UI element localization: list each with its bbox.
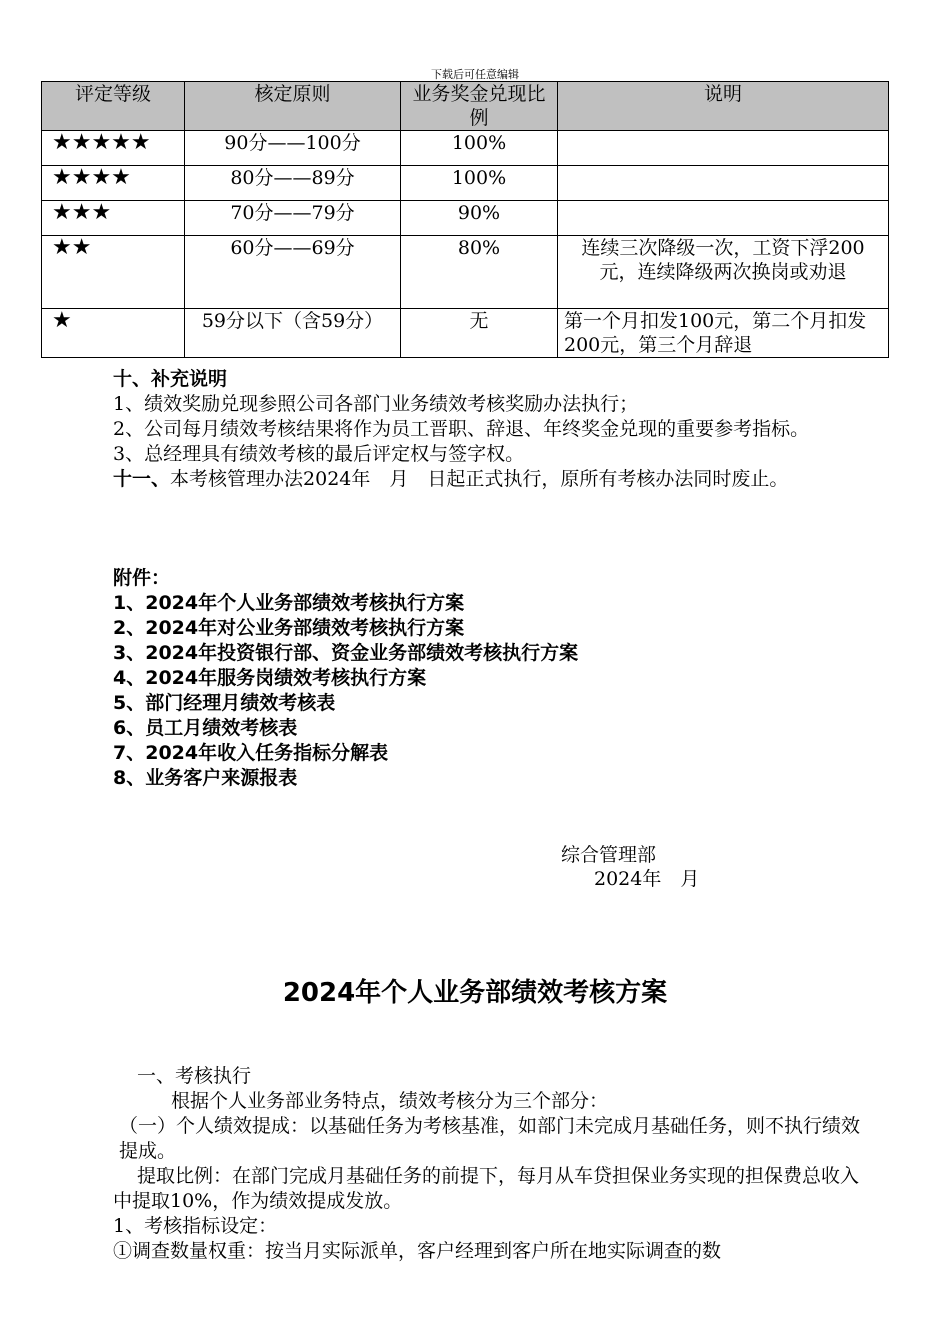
table-row [42, 309, 889, 358]
eleven-label: 十一、 [113, 468, 171, 490]
table-row [42, 166, 889, 201]
attachment-item: 3、2024年投资银行部、资金业务部绩效考核执行方案 [113, 642, 579, 664]
note-cell [558, 166, 889, 201]
attachment-item: 6、员工月绩效考核表 [113, 717, 298, 739]
grade-table [41, 81, 889, 358]
grade-cell: ★ [42, 309, 185, 358]
supplement-heading: 十、补充说明 [113, 368, 228, 390]
supplement-item: 3、总经理具有绩效考核的最后评定权与签字权。 [113, 443, 525, 465]
grade-cell: ★★★★ [42, 166, 185, 201]
supplement-item: 2、公司每月绩效考核结果将作为员工晋职、辞退、年终奖金兑现的重要参考指标。 [113, 418, 810, 440]
section-title: 2024年个人业务部绩效考核方案 [282, 978, 668, 1008]
paragraph: 根据个人业务部业务特点，绩效考核分为三个部分： [171, 1090, 609, 1112]
supplement-item: 1、绩效奖励兑现参照公司各部门业务绩效考核奖励办法执行； [113, 393, 639, 415]
note-cell [558, 201, 889, 236]
section2-body [113, 1064, 873, 1264]
signature-dept: 综合管理部 [561, 844, 657, 866]
attachment-item: 1、2024年个人业务部绩效考核执行方案 [113, 592, 465, 614]
supplement-section [113, 367, 873, 492]
table-header-row [42, 82, 889, 131]
grade-cell: ★★★ [42, 201, 185, 236]
note-cell: 连续三次降级一次，工资下浮200元，连续降级两次换岗或劝退 [558, 236, 889, 309]
attachment-item: 7、2024年收入任务指标分解表 [113, 742, 389, 764]
ratio-cell: 100% [401, 166, 558, 201]
attachments-heading: 附件： [113, 567, 171, 589]
section2-heading: 一、考核执行 [137, 1065, 252, 1087]
header-note: 下载后可任意编辑 [431, 68, 519, 81]
paragraph: 提取比例：在部门完成月基础任务的前提下，每月从车贷担保业务实现的担保费总收入中提取10%，作为绩效提成发放。 [113, 1165, 860, 1212]
table-row [42, 236, 889, 309]
note-cell [558, 131, 889, 166]
rule-cell: 60分——69分 [185, 236, 401, 309]
paragraph: （一）个人绩效提成：以基础任务为考核基准，如部门未完成月基础任务，则不执行绩效提成。 [119, 1115, 861, 1162]
ratio-cell: 无 [401, 309, 558, 358]
ratio-cell: 90% [401, 201, 558, 236]
paragraph: 1、考核指标设定： [113, 1215, 278, 1237]
header-note: 说明 [558, 82, 889, 131]
attachment-item: 5、部门经理月绩效考核表 [113, 692, 336, 714]
rule-cell: 90分——100分 [185, 131, 401, 166]
grade-cell: ★★ [42, 236, 185, 309]
signature-date: 2024年 月 [594, 868, 700, 890]
rule-cell: 59分以下（含59分） [185, 309, 401, 358]
attachment-item: 4、2024年服务岗绩效考核执行方案 [113, 667, 427, 689]
ratio-cell: 100% [401, 131, 558, 166]
note-cell: 第一个月扣发100元，第二个月扣发200元，第三个月辞退 [558, 309, 889, 358]
header-rule: 核定原则 [185, 82, 401, 131]
header-grade: 评定等级 [42, 82, 185, 131]
paragraph: ①调查数量权重：按当月实际派单，客户经理到客户所在地实际调查的数 [113, 1240, 722, 1262]
attachment-item: 2、2024年对公业务部绩效考核执行方案 [113, 617, 465, 639]
grade-cell: ★★★★★ [42, 131, 185, 166]
rule-cell: 70分——79分 [185, 201, 401, 236]
eleven-text: 本考核管理办法2024年 月 日起正式执行，原所有考核办法同时废止。 [170, 468, 789, 490]
ratio-cell: 80% [401, 236, 558, 309]
attachments-section [113, 566, 873, 791]
table-row [42, 131, 889, 166]
attachment-item: 8、业务客户来源报表 [113, 767, 298, 789]
header-ratio: 业务奖金兑现比例 [401, 82, 558, 131]
table-row [42, 201, 889, 236]
rule-cell: 80分——89分 [185, 166, 401, 201]
effective-clause [113, 467, 873, 492]
